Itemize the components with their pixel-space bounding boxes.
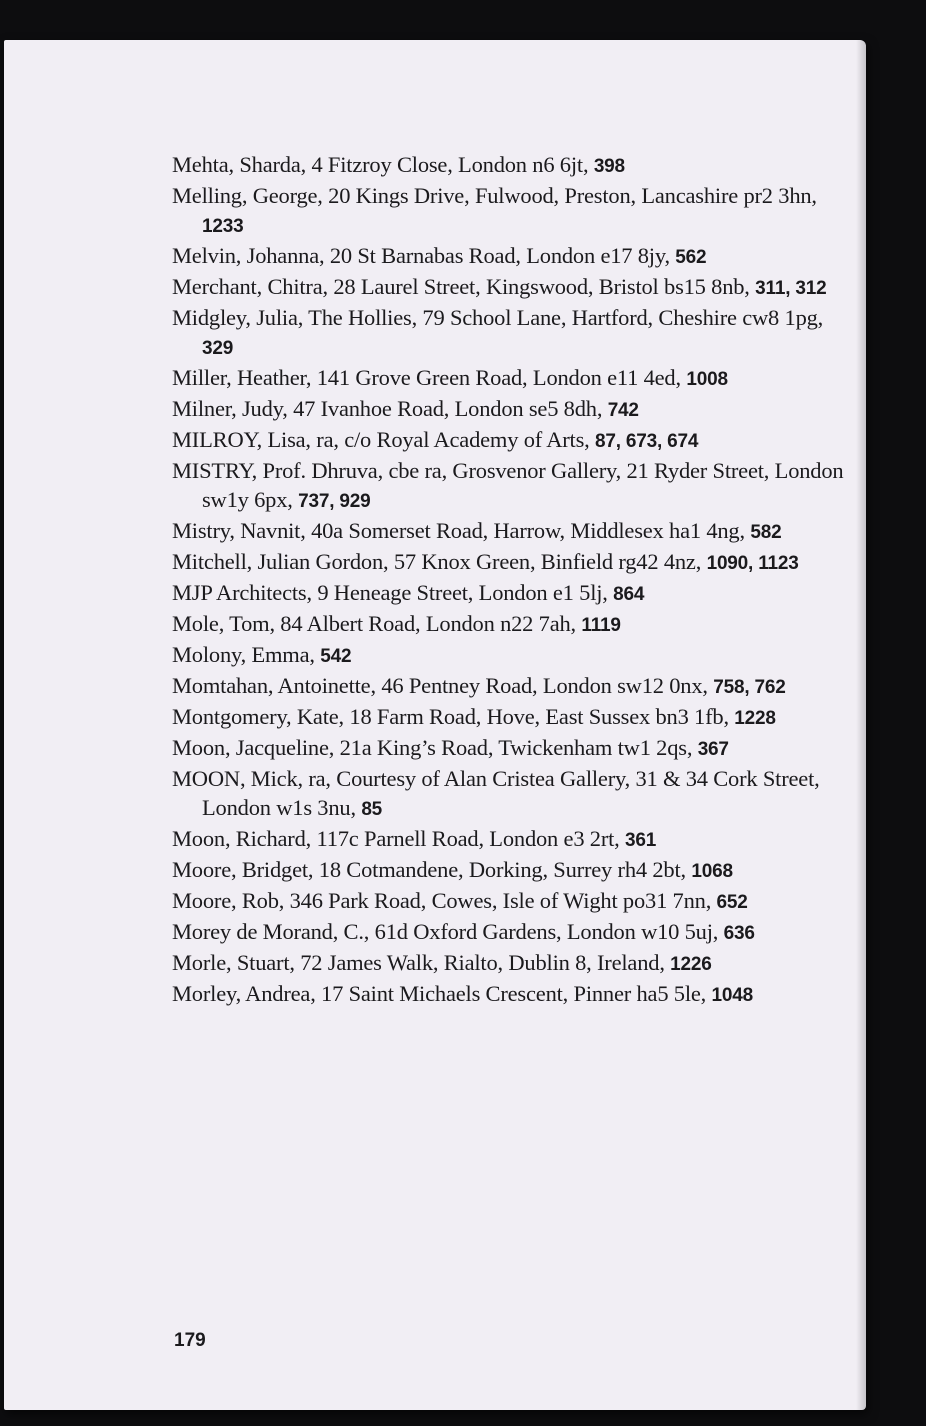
index-entry xyxy=(172,516,852,547)
entry-text: Moon, Richard, 117c Parnell Road, London e3 2rt, xyxy=(172,826,626,851)
entry-text: MOON, Mick, ra, Courtesy of Alan Cristea Gallery, 31 & 34 Cork Street, London w1s 3nu, xyxy=(172,766,820,820)
index-entry xyxy=(172,917,852,948)
entry-page-refs: 1008 xyxy=(686,369,728,390)
entry-page-refs: 542 xyxy=(320,646,352,667)
entry-text: MISTRY, Prof. Dhruva, cbe ra, Grosvenor Gallery, 21 Ryder Street, London sw1y 6px, xyxy=(172,458,844,512)
entry-page-refs: 742 xyxy=(607,400,639,421)
entry-text: Mole, Tom, 84 Albert Road, London n22 7ah, xyxy=(172,611,582,636)
entry-text: Morley, Andrea, 17 Saint Michaels Crescent, Pinner ha5 5le, xyxy=(172,981,712,1006)
entry-page-refs: 636 xyxy=(723,923,755,944)
index-entry xyxy=(172,671,852,702)
index-entries xyxy=(172,150,852,1010)
entry-page-refs: 737, 929 xyxy=(298,491,371,512)
entry-page-refs: 1090, 1123 xyxy=(706,553,799,574)
entry-page-refs: 1048 xyxy=(711,985,754,1006)
index-entry xyxy=(172,241,852,272)
entry-page-refs: 864 xyxy=(613,584,645,605)
page-number: 179 xyxy=(174,1330,206,1351)
index-entry xyxy=(172,609,852,640)
entry-page-refs: 87, 673, 674 xyxy=(595,431,699,452)
entry-text: Milner, Judy, 47 Ivanhoe Road, London se5 8dh, xyxy=(172,396,608,421)
entry-page-refs: 85 xyxy=(361,799,383,820)
index-entry xyxy=(172,547,852,578)
entry-text: Moore, Bridget, 18 Cotmandene, Dorking, Surrey rh4 2bt, xyxy=(172,857,692,882)
index-entry xyxy=(172,733,852,764)
entry-page-refs: 758, 762 xyxy=(713,677,786,698)
index-entry xyxy=(172,181,852,241)
entry-page-refs: 652 xyxy=(716,892,748,913)
entry-text: Moon, Jacqueline, 21a King’s Road, Twickenham tw1 2qs, xyxy=(172,735,698,760)
entry-page-refs: 1228 xyxy=(734,708,776,729)
index-entry xyxy=(172,948,852,979)
book-page xyxy=(4,40,866,1410)
entry-text: Molony, Emma, xyxy=(172,642,321,667)
entry-text: Mitchell, Julian Gordon, 57 Knox Green, Binfield rg42 4nz, xyxy=(172,549,707,574)
entry-page-refs: 367 xyxy=(697,739,729,760)
entry-text: Midgley, Julia, The Hollies, 79 School Lane, Hartford, Cheshire cw8 1pg, xyxy=(172,305,824,330)
index-entry xyxy=(172,425,852,456)
entry-text: Merchant, Chitra, 28 Laurel Street, Kingswood, Bristol bs15 8nb, xyxy=(172,274,756,299)
entry-text: Mistry, Navnit, 40a Somerset Road, Harrow, Middlesex ha1 4ng, xyxy=(172,518,751,543)
entry-text: Morle, Stuart, 72 James Walk, Rialto, Dublin 8, Ireland, xyxy=(172,950,671,975)
entry-page-refs: 1226 xyxy=(670,954,712,975)
entry-text: Moore, Rob, 346 Park Road, Cowes, Isle of Wight po31 7nn, xyxy=(172,888,717,913)
entry-text: Momtahan, Antoinette, 46 Pentney Road, London sw12 0nx, xyxy=(172,673,714,698)
index-entry xyxy=(172,394,852,425)
index-entry xyxy=(172,855,852,886)
entry-page-refs: 398 xyxy=(593,156,625,177)
index-entry xyxy=(172,150,852,181)
index-entry xyxy=(172,640,852,671)
index-entry xyxy=(172,979,852,1010)
entry-page-refs: 582 xyxy=(750,522,782,543)
entry-page-refs: 361 xyxy=(625,830,657,851)
entry-text: Morey de Morand, C., 61d Oxford Gardens, London w10 5uj, xyxy=(172,919,724,944)
entry-text: MJP Architects, 9 Heneage Street, London e1 5lj, xyxy=(172,580,614,605)
index-entry xyxy=(172,764,852,824)
entry-page-refs: 562 xyxy=(675,247,707,268)
index-entry xyxy=(172,886,852,917)
entry-text: Mehta, Sharda, 4 Fitzroy Close, London n6 6jt, xyxy=(172,152,594,177)
index-entry xyxy=(172,578,852,609)
index-entry xyxy=(172,363,852,394)
index-entry xyxy=(172,456,852,516)
index-entry xyxy=(172,824,852,855)
index-entry xyxy=(172,702,852,733)
index-entry xyxy=(172,303,852,363)
index-entry xyxy=(172,272,852,303)
entry-page-refs: 311, 312 xyxy=(755,278,827,299)
entry-text: Montgomery, Kate, 18 Farm Road, Hove, East Sussex bn3 1fb, xyxy=(172,704,735,729)
entry-text: Miller, Heather, 141 Grove Green Road, London e11 4ed, xyxy=(172,365,687,390)
entry-page-refs: 1233 xyxy=(202,216,244,237)
entry-text: MILROY, Lisa, ra, c/o Royal Academy of Arts, xyxy=(172,427,596,452)
entry-text: Melling, George, 20 Kings Drive, Fulwood, Preston, Lancashire pr2 3hn, xyxy=(172,183,817,208)
entry-page-refs: 329 xyxy=(202,338,234,359)
entry-page-refs: 1119 xyxy=(581,615,621,636)
entry-text: Melvin, Johanna, 20 St Barnabas Road, London e17 8jy, xyxy=(172,243,676,268)
entry-page-refs: 1068 xyxy=(691,861,733,882)
